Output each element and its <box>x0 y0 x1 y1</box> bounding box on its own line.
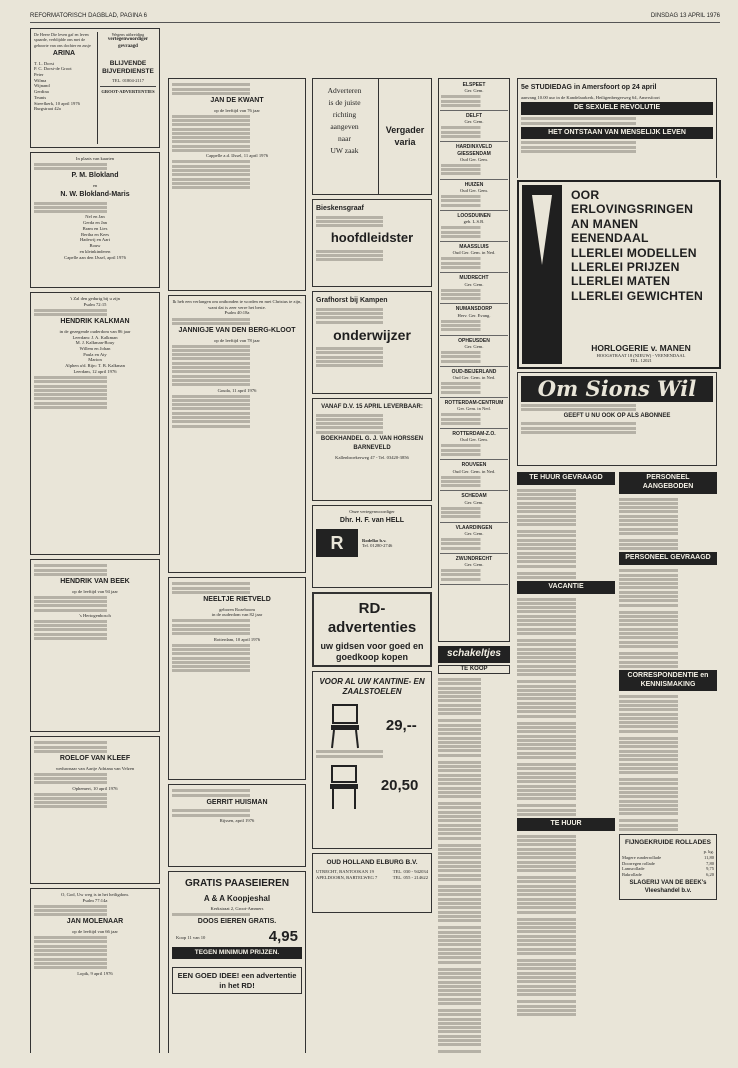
church-entry <box>440 367 508 398</box>
oudholland-ad <box>312 853 432 913</box>
personeel-aangeboden-header: PERSONEEL AANGEBODEN <box>619 472 717 494</box>
column-5-top <box>517 78 717 178</box>
page-header <box>30 10 720 23</box>
schakeltjes-header: schakeltjes <box>438 646 510 663</box>
kleef-sub: weduwnaar van Aartje Adriana van Velzen <box>55 765 135 771</box>
molenaar-ref: Psalm 77:14a <box>82 897 108 903</box>
vacantie-header: VACANTIE <box>517 581 615 594</box>
molenaar-name: JAN MOLENAAR <box>66 918 124 926</box>
church-entry <box>440 211 508 242</box>
rollade-name: Lamsrollade <box>622 866 645 872</box>
column-5a <box>517 472 615 1052</box>
family-member: Wilma <box>34 77 47 83</box>
family-member: Teunis <box>34 94 47 100</box>
paas-prijs: 4,95 <box>268 928 298 946</box>
arina-announcement <box>30 28 160 148</box>
church-name: ROUVEEN <box>461 462 487 469</box>
rollade-price: 9,75 <box>706 866 714 872</box>
kalkman-name: HENDRIK KALKMAN <box>60 318 130 326</box>
tehuur-gevraagd-header: TE HUUR GEVRAAGD <box>517 472 615 485</box>
arina-place: Streefkerk, 10 april 1976 <box>34 100 80 106</box>
church-denomination: Ger. Gem. <box>464 562 484 568</box>
family-member: Gerda en Jan <box>83 220 107 226</box>
rollades-table <box>622 855 714 878</box>
huisman-date: Rijssen, april 1976 <box>219 817 255 823</box>
grafhorst-ad <box>312 291 432 394</box>
paas-title: GRATIS PAASEIEREN <box>184 878 290 889</box>
church-name: NUMANSDORP <box>455 306 493 313</box>
family-member: M. J. Kalkman-Bouy <box>75 340 115 346</box>
manen-tel: TEL. 12021 <box>630 358 652 363</box>
church-name: OUD-BEIJERLAND <box>451 368 497 375</box>
rd-sub: uw gidsen voor goed en goedkoop kopen <box>320 640 424 662</box>
church-entry <box>440 398 508 429</box>
church-entry <box>440 80 508 111</box>
manen-line: LLERLEI GEWICHTEN <box>571 288 704 303</box>
church-denomination: geb. L.S.B. <box>463 219 485 225</box>
kalkman-ref: Psalm 72:15 <box>83 301 107 307</box>
side-blijvende: BLIJVENDE BIJVERDIENSTE <box>102 59 154 75</box>
church-denomination: Ger. Gem. <box>464 343 484 349</box>
church-name: ROTTERDAM-Z.O. <box>452 431 496 438</box>
rollade-price: 6,20 <box>706 871 714 877</box>
church-name: MAASSLUIS <box>459 244 489 251</box>
church-entry <box>440 180 508 211</box>
church-name: ROTTERDAM-CENTRUM <box>444 399 504 406</box>
church-denomination: Ger. Gem. <box>464 88 484 94</box>
blokland-foot: Capelle aan den IJssel, april 1976 <box>64 254 126 260</box>
rollade-price: 11,80 <box>704 854 714 860</box>
church-entry <box>440 554 508 585</box>
church-denomination: Oud Ger. Gem. <box>459 188 489 194</box>
kantine-prijs2: 20,50 <box>380 777 419 795</box>
column-5b <box>619 472 717 1052</box>
column-3 <box>312 78 432 1053</box>
chair-icon <box>327 703 363 749</box>
church-name: MIJDRECHT <box>459 275 489 282</box>
paas-shop: A & A Koopjeshal <box>203 893 271 903</box>
manen-lines <box>571 188 715 303</box>
molenaar-date: Lopik, 9 april 1976 <box>77 970 113 976</box>
kantine-prijs: 29,-- <box>385 716 417 734</box>
family-member: Hadewij en Aart <box>79 237 111 243</box>
adverteren-line: Adverteren <box>327 86 362 95</box>
kalkman-date: Leerdam, 12 april 1976 <box>73 368 117 374</box>
hell-label: Onze vertegenwoordiger <box>349 509 395 514</box>
hoofdleidster: hoofdleidster <box>330 230 414 246</box>
vergader-title: Vergader varia <box>385 125 425 147</box>
dekwant-name: JAN DE KWANT <box>210 96 264 104</box>
family-member: Bram en Lies <box>82 225 108 231</box>
studiedag-ad <box>517 78 717 178</box>
huisman-announcement <box>168 784 306 867</box>
adverteren-line: is de juiste <box>328 98 361 107</box>
side-tel: TEL. 01804-2117 <box>111 78 145 83</box>
family-member: Leerdam: J. A. Kalkman <box>72 334 118 340</box>
church-entry <box>440 273 508 304</box>
rietveld-name: NEELTJE RIETVELD <box>203 595 271 603</box>
studiedag-title: 5e STUDIEDAG in Amersfoort op 24 april <box>521 84 657 91</box>
rietveld-age: in de ouderdom van 82 jaar <box>211 612 263 618</box>
kantine-ad <box>312 671 432 849</box>
manen-line: LLERLEI MODELLEN <box>571 245 697 260</box>
church-list <box>440 80 508 585</box>
header-right: DINSDAG 13 APRIL 1976 <box>650 13 720 19</box>
church-name: DELFT <box>465 113 483 120</box>
vanbeek-place: 's Hertogenbosch <box>79 612 111 618</box>
rollades-title: FIJNGEKRUIDE ROLLADES <box>625 839 711 847</box>
blokland-name2: N. W. Blokland-Maris <box>60 190 130 198</box>
church-name: LOOSDUINEN <box>457 212 491 219</box>
blokland-name1: P. M. Blokland <box>71 172 119 180</box>
adverteren-ad <box>312 78 432 195</box>
paas-minimum: TEGEN MINIMUM PRIJZEN. <box>172 947 302 959</box>
rollades-ad <box>619 834 717 900</box>
manen-shop: HORLOGERIE v. MANEN <box>591 343 691 353</box>
family-member: Bertha en Kees <box>80 231 110 237</box>
kleef-announcement <box>30 736 160 884</box>
dekwant-announcement <box>168 78 306 291</box>
studiedag-thema: HET ONTSTAAN VAN MENSELIJK LEVEN <box>521 127 713 140</box>
vanhorssen-tel: Kallenbroekerweg 47 - Tel. 03420-3856 <box>335 454 409 460</box>
kalkman-age: in de gezegende ouderdom van 86 jaar <box>59 328 131 334</box>
paas-addr: Kerkstraat 2, Groot-Ammers <box>210 905 264 911</box>
molenaar-announcement <box>30 888 160 1053</box>
church-name: ZWIJNDRECHT <box>455 555 493 562</box>
oudholland-addr: UTRECHT, BANTOOKAN 19 <box>316 869 374 875</box>
church-denomination: Ger. Gem. <box>464 119 484 125</box>
classified-lines <box>438 678 510 1053</box>
adverteren-line: UW zaak <box>330 146 359 155</box>
church-denomination: Oud Ger. Gem. <box>459 437 489 443</box>
church-denomination: Oud Ger. Gem. in Ned. <box>452 375 496 381</box>
manen-line: EENENDAAL <box>571 231 649 246</box>
huisman-name: GERRIT HUISMAN <box>206 798 268 806</box>
adverteren-line: richting <box>332 110 357 119</box>
kerkdiensten <box>438 78 510 642</box>
church-entry <box>440 111 508 142</box>
rollades-shop: SLAGERIJ VAN DE BEEK's Vleeshandel b.v. <box>629 880 707 894</box>
adverteren-line: aangeven <box>330 122 359 131</box>
kalkman-announcement <box>30 292 160 555</box>
berg-place: Gouda, 11 april 1976 <box>217 387 257 393</box>
blokland-en: en <box>92 183 98 189</box>
church-name: ELSPEET <box>462 82 486 88</box>
berg-age: op de leeftijd van 78 jaar <box>214 337 260 343</box>
church-denomination: Ger. Gem. <box>464 530 484 536</box>
side-title: Wegens uitbreiding <box>111 32 145 37</box>
family-member: Nel en Jan <box>85 214 105 220</box>
studiedag-onderwerp: DE SEXUELE REVOLUTIE <box>521 102 713 115</box>
studiedag-intro: aanvang 10.00 uur in de Kandelaarkerk, Heiligenbergerweg 64, Amersfoort <box>521 94 660 100</box>
manen-line: LLERLEI PRIJZEN <box>571 259 680 274</box>
paas-koop: Koop 11 van 10 <box>176 934 206 940</box>
church-entry <box>440 460 508 491</box>
correspondentie-header: CORRESPONDENTIE en KENNISMAKING <box>619 670 717 692</box>
tekoop-header: TE KOOP <box>438 665 510 675</box>
adverteren-text <box>313 79 376 194</box>
vanbeek-name: HENDRIK VAN BEEK <box>60 577 130 585</box>
rollade-name: Magere runderrollade <box>622 854 662 860</box>
church-denomination: Ger. Gem. in Ned. <box>457 406 491 412</box>
kalkman-family <box>34 335 156 369</box>
manen-addr: HOOGSTRAAT 18 (NIEUW) - VEENENDAAL <box>596 353 686 358</box>
kleef-name: ROELOF VAN KLEEF <box>59 754 131 762</box>
hell-ad <box>312 505 432 588</box>
grafhorst-title: Grafhorst bij Kampen <box>316 297 388 304</box>
church-denomination: Oud Ger. Gem. <box>459 156 489 162</box>
vanhorssen-name: BOEKHANDEL G. J. VAN HORSSEN <box>320 435 424 442</box>
church-entry <box>440 142 508 179</box>
church-entry <box>440 491 508 522</box>
family-member: Wijnand <box>34 83 50 89</box>
vanhorssen-place: BARNEVELD <box>353 445 391 452</box>
rietveld-announcement <box>168 577 306 780</box>
bieskensgraaf-title: Bieskensgraaf <box>316 205 364 212</box>
molenaar-age: op de leeftijd van 66 jaar <box>72 929 118 935</box>
paaseieren-ad <box>168 871 306 1053</box>
church-denomination: Ger. Gem. <box>464 281 484 287</box>
hell-firm: Rodelko b.v. <box>362 537 387 543</box>
manen-line: ERLOVINGSRINGEN <box>571 202 694 217</box>
church-denomination: Herv. Ger. Evang. <box>457 312 491 318</box>
church-name: HUIZEN <box>464 181 484 188</box>
manen-line: LLERLEI MATEN <box>571 274 671 289</box>
berg-name: JANNIGJE VAN DEN BERG-KLOOT <box>178 326 296 334</box>
berg-ref: Psalm 40:18a <box>224 310 250 316</box>
church-name: VLAARDINGEN <box>455 524 493 531</box>
oudholland-name: OUD HOLLAND ELBURG B.V. <box>326 859 418 866</box>
family-member: Gerdina <box>34 89 49 95</box>
church-denomination: Oud Ger. Gem. in Ned. <box>452 250 496 256</box>
arina-family <box>34 61 94 101</box>
arina-address: Burgstraat 42a <box>34 106 61 112</box>
manen-line: AN MANEN <box>571 216 639 231</box>
vanhorssen-title: VANAF D.V. 15 APRIL LEVERBAAR: <box>321 404 423 410</box>
church-entry <box>440 242 508 273</box>
paas-doos: DOOS EIEREN GRATIS. <box>197 917 277 925</box>
blokland-announcement <box>30 152 160 288</box>
church-entry <box>440 336 508 367</box>
arina-intro: De Heere Die leven gaf en leven spaarde, verblijdde ons met de geboorte van ons dochter en zusje <box>34 32 91 48</box>
rietveld-sub: geboren Rozeboom <box>219 606 255 612</box>
rodelko-logo-icon: R <box>316 529 358 557</box>
molenaar-verse: O, God, Uw weg is in het heiligdom. <box>61 892 129 897</box>
v-letter-icon <box>522 185 562 364</box>
dekwant-date: Cappelle a.d. IJssel, 11 april 1976 <box>205 153 269 159</box>
church-entry <box>440 429 508 460</box>
rd-title: RD-advertenties <box>327 600 417 636</box>
adverteren-line: naar <box>338 134 351 143</box>
vanhorssen-ad <box>312 398 432 501</box>
kantine-title: VOOR AL UW KANTINE- EN ZAALSTOELEN <box>319 677 425 696</box>
hell-tel: Tel. 01280-2746 <box>362 543 393 549</box>
oudholland-tel: TEL. 030 - 942034 <box>392 869 428 875</box>
church-name: HARDINXVELD GIESSENDAM <box>455 144 493 157</box>
rollade-price: 7,80 <box>706 860 714 866</box>
manen-ad <box>517 180 721 369</box>
column-2 <box>168 78 306 1053</box>
chair2-icon <box>326 764 362 810</box>
family-member: en kleinkinderen <box>79 248 111 254</box>
rollade-name: Bakrollade <box>622 871 642 877</box>
dekwant-age: op de leeftijd van 76 jaar <box>214 107 260 113</box>
church-name: SCHEDAM <box>461 493 487 500</box>
church-name: OPHEUSDEN <box>458 337 490 344</box>
rd-ad <box>312 592 432 667</box>
omsions-sub: GEEFT U NU OOK OP ALS ABONNEE <box>563 412 671 419</box>
omsions-title: Om Sions Wil <box>521 376 713 402</box>
omsions-ad-wrap <box>517 372 717 467</box>
family-member: T. L. Dorst <box>34 60 55 66</box>
family-member: Paula en Aty <box>83 351 107 357</box>
berg-verse: Ik heb een verlangen om ontbonden te worden en met Christus te zijn, want dat is zeer verre het beste. <box>172 299 302 310</box>
church-denomination: Oud Ger. Gem. in Ned. <box>452 468 496 474</box>
family-member: Willem en Johan <box>79 346 111 352</box>
oudholland-tel2: TEL. 055 - 214622 <box>392 874 428 880</box>
vanbeek-age: op de leeftijd van 94 jaar <box>72 588 118 594</box>
arina-name: ARINA <box>52 49 76 57</box>
manen-line: OOR <box>571 188 600 202</box>
oudholland-addr2: APELDOORN, BARTELWEG 7 <box>316 874 378 880</box>
rollades-unit: p. kg. <box>703 849 714 855</box>
column-1 <box>30 28 160 1053</box>
blokland-kids <box>34 214 156 254</box>
family-member: P. C. Dorst-de Groot <box>34 66 72 72</box>
family-member: Alphen a/d. Rijn: T. B. Kalkman <box>65 363 125 369</box>
onderwijzer: onderwijzer <box>333 326 411 343</box>
omsions-ad <box>517 372 717 466</box>
church-denomination: Ger. Gem. <box>464 499 484 505</box>
column-4 <box>438 78 510 1053</box>
blokland-intro: In plaats van kaarten <box>75 156 115 161</box>
family-member: Marion <box>88 357 102 363</box>
side-bottom: GROOT-ADVERTENTIES <box>101 88 155 94</box>
personeel-gevraagd-header: PERSONEEL GEVRAAGD <box>619 552 717 565</box>
church-entry <box>440 523 508 554</box>
rollade-row <box>622 872 714 878</box>
kalkman-verse: 't Zal den gedurig bij u zijn <box>70 296 120 301</box>
bieskensgraaf-ad <box>312 199 432 287</box>
family-member: Peter <box>34 71 44 77</box>
tehuur-header: TE HUUR <box>517 818 615 831</box>
kleef-date: Ophemert, 10 april 1976 <box>72 785 118 791</box>
side-sub: vertegenwoordiger gevraagd <box>107 37 149 49</box>
header-left: REFORMATORISCH DAGBLAD, PAGINA 6 <box>30 13 148 19</box>
rietveld-date: Rotterdam, 10 april 1976 <box>213 636 261 642</box>
family-member: Bouw <box>89 243 101 249</box>
berg-announcement <box>168 295 306 573</box>
church-entry <box>440 304 508 335</box>
vanbeek-announcement <box>30 559 160 732</box>
hell-name: Dhr. H. F. van HELL <box>339 516 405 524</box>
rollade-name: Doorregen rollade <box>622 860 655 866</box>
paas-cta: EEN GOED IDEE! een advertentie in het RD! <box>172 967 302 994</box>
